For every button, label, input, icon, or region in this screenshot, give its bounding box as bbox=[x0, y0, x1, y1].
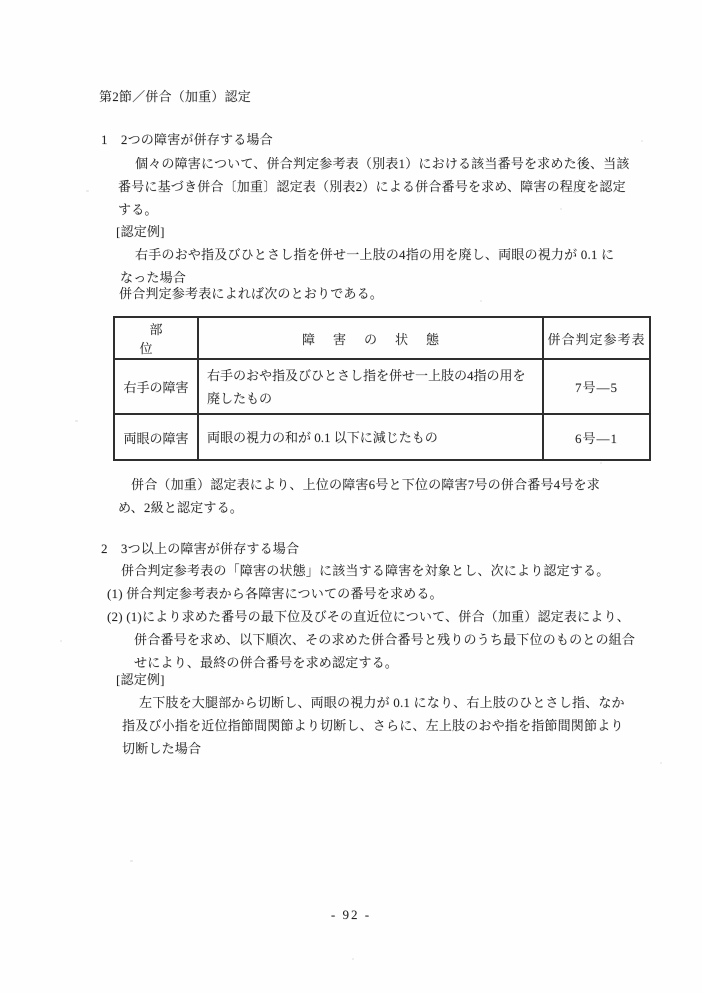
section1-example-label: [認定例] bbox=[116, 224, 165, 239]
section2-example-line-2: 指及び小指を近位指節間関節より切断し、さらに、左上肢のおや指を指節間関節より bbox=[122, 718, 624, 733]
combination-judgement-table bbox=[113, 316, 651, 461]
section2-item-2-line-2: 併合番号を求め、以下順次、その求めた併合番号と残りのうち最下位のものとの組合 bbox=[134, 632, 636, 647]
section2-item-2-line-1: (2) (1)により求めた番号の最下位及びその直近位について、併合（加重）認定表により、 bbox=[107, 609, 630, 624]
table-cell-ref: 6号―1 bbox=[543, 414, 650, 460]
scan-speckle bbox=[560, 208, 562, 210]
section1-paragraph-line-3: する。 bbox=[118, 202, 158, 217]
scan-speckle bbox=[60, 640, 62, 642]
section1-conclusion-line-2: め、2級と認定する。 bbox=[118, 500, 243, 515]
table-header-part: 部位 bbox=[114, 317, 198, 359]
page-title: 第2節／併合（加重）認定 bbox=[99, 89, 251, 104]
section2-item-1: (1) 併合判定参考表から各障害についての番号を求める。 bbox=[107, 586, 443, 601]
scan-speckle bbox=[130, 860, 133, 862]
section1-example-line-2: なった場合 bbox=[120, 270, 187, 285]
table-cell-state: 右手のおや指及びひとさし指を併せ一上肢の4指の用を廃したもの bbox=[198, 359, 543, 414]
table-row bbox=[114, 359, 650, 414]
section1-paragraph-line-1: 個々の障害について、併合判定参考表（別表1）における該当番号を求めた後、当該 bbox=[135, 156, 630, 171]
table-header-row bbox=[114, 317, 650, 359]
section1-example-line-1: 右手のおや指及びひとさし指を併せ一上肢の4指の用を廃し、両眼の視力が 0.1 に bbox=[135, 247, 615, 262]
scan-speckle bbox=[641, 140, 643, 142]
section1-paragraph-line-2: 番号に基づき併合〔加重〕認定表（別表2）による併合番号を求め、障害の程度を認定 bbox=[118, 179, 626, 194]
page-number: - 92 - bbox=[330, 907, 372, 922]
scan-speckle bbox=[75, 420, 78, 422]
table-cell-part: 右手の障害 bbox=[114, 359, 198, 414]
table-cell-state: 両眼の視力の和が 0.1 以下に減じたもの bbox=[198, 414, 543, 460]
table-cell-part: 両眼の障害 bbox=[114, 414, 198, 460]
scan-speckle bbox=[600, 462, 602, 464]
table-cell-ref: 7号―5 bbox=[543, 359, 650, 414]
section2-intro: 併合判定参考表の「障害の状態」に該当する障害を対象とし、次により認定する。 bbox=[121, 563, 610, 578]
section1-conclusion-line-1: 併合（加重）認定表により、上位の障害6号と下位の障害7号の併合番号4号を求 bbox=[131, 477, 600, 492]
scan-speckle bbox=[480, 300, 482, 302]
section1-heading: 1 2つの障害が併存する場合 bbox=[101, 132, 273, 147]
section2-item-2-line-3: せにより、最終の併合番号を求め認定する。 bbox=[134, 655, 399, 670]
section2-example-line-1: 左下肢を大腿部から切断し、両眼の視力が 0.1 になり、右上肢のひとさし指、なか bbox=[139, 695, 625, 710]
section2-example-line-3: 切断した場合 bbox=[122, 741, 202, 756]
table-row bbox=[114, 414, 650, 460]
section2-example-label: [認定例] bbox=[116, 672, 165, 687]
section1-example-line-3: 併合判定参考表によれば次のとおりである。 bbox=[119, 286, 384, 301]
scan-speckle bbox=[660, 762, 662, 764]
scan-speckle bbox=[352, 958, 354, 960]
scan-speckle bbox=[86, 190, 89, 192]
table-header-ref: 併合判定参考表 bbox=[543, 317, 650, 359]
table-header-state: 障害の状態 bbox=[198, 317, 543, 359]
section2-heading: 2 3つ以上の障害が併存する場合 bbox=[101, 541, 300, 556]
